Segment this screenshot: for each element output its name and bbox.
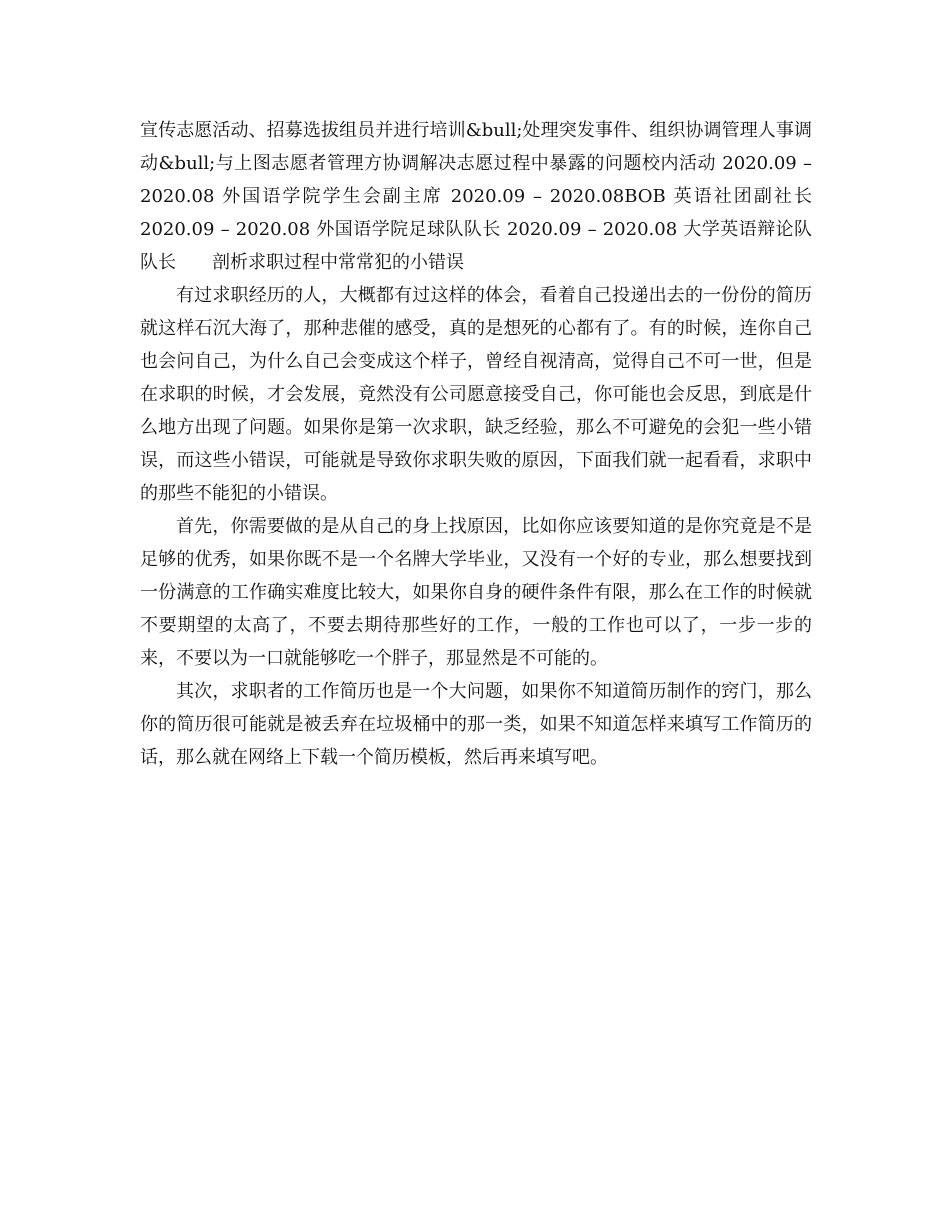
intro-paragraph xyxy=(140,114,812,279)
body-paragraph: 有过求职经历的人，大概都有过这样的体会，看着自己投递出去的一份份的简历就这样石沉大海了，那种悲催的感受，真的是想死的心都有了。有的时候，连你自己也会问自己，为什么自己会变成这个样子，曾经自视清高，觉得自己不可一世，但是在求职的时候，才会发展，竟然没有公司愿意接受自己，你可能也会反思，到底是什么地方出现了问题。如果你是第一次求职，缺乏经验，那么不可避免的会犯一些小错误，而这些小错误，可能就是导致你求职失败的原因，下面我们就一起看看，求职中的那些不能犯的小错误。 xyxy=(140,285,812,504)
body-paragraph: 其次，求职者的工作简历也是一个大问题，如果你不知道简历制作的窍门，那么你的简历很可能就是被丢弃在垃圾桶中的那一类，如果不知道怎样来填写工作简历的话，那么就在网络上下载一个简历模板，然后再来填写吧。 xyxy=(140,681,812,768)
body-paragraph: 首先，你需要做的是从自己的身上找原因，比如你应该要知道的是你究竟是不是足够的优秀，如果你既不是一个名牌大学毕业，又没有一个好的专业，那么想要找到一份满意的工作确实难度比较大，如果你自身的硬件条件有限，那么在工作的时候就不要期望的太高了，不要去期待那些好的工作，一般的工作也可以了，一步一步的来，不要以为一口就能够吃一个胖子，那显然是不可能的。 xyxy=(140,516,812,669)
document-body xyxy=(140,114,812,774)
section-title: 剖析求职过程中常常犯的小错误 xyxy=(212,252,464,273)
intro-text: 宣传志愿活动、招募选拔组员并进行培训&bull;处理突发事件、组织协调管理人事调动&bull;与上图志愿者管理方协调解决志愿过程中暴露的问题校内活动 2020.09 – 2020.08 外国语学院学生会副主席 2020.09 – 2020.08BOB 英语社团副社长 2020.09 – 2020.08 外国语学院足球队队长 2020.09 – 2020.08 大学英语辩论队队长 xyxy=(140,120,812,273)
